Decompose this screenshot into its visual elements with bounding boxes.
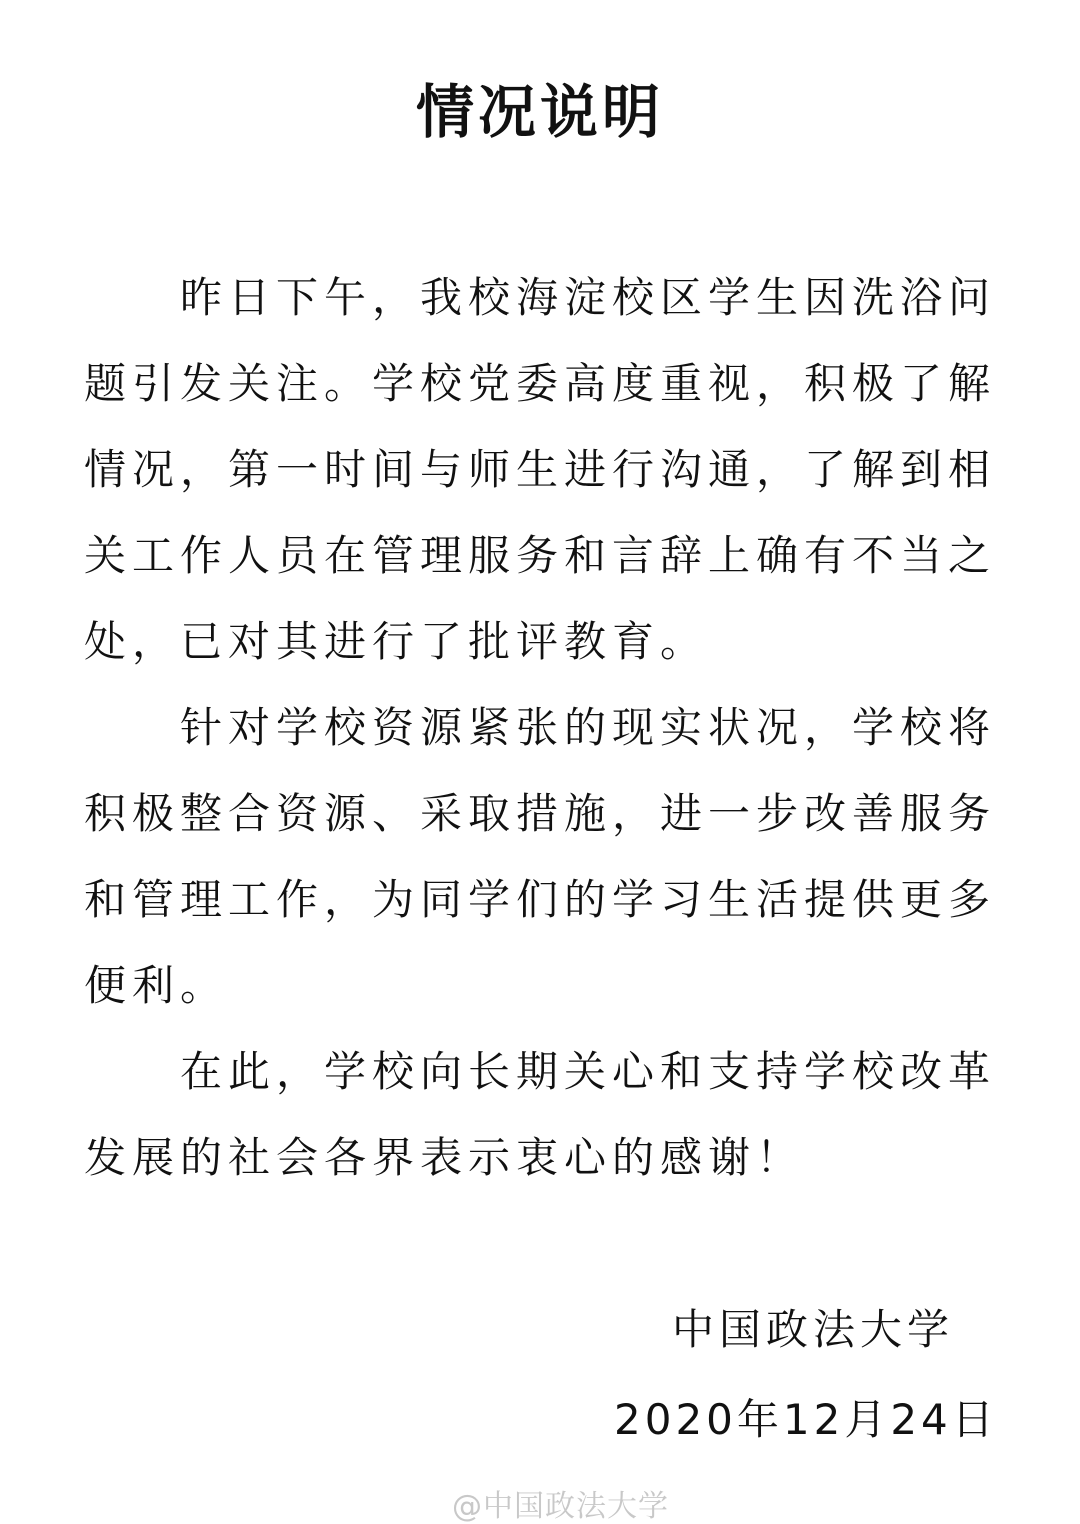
document-body xyxy=(84,255,996,1201)
paragraph-1: 昨日下午，我校海淀校区学生因洗浴问题引发关注。学校党委高度重视，积极了解情况，第一时间与师生进行沟通，了解到相关工作人员在管理服务和言辞上确有不当之处，已对其进行了批评教育。 xyxy=(84,273,997,666)
signature-organization: 中国政法大学 xyxy=(672,1305,955,1354)
watermark: @中国政法大学 xyxy=(452,1489,669,1524)
signature-date: 2020年12月24日 xyxy=(614,1395,998,1444)
document-title: 情况说明 xyxy=(415,78,664,146)
paragraph-2: 针对学校资源紧张的现实状况，学校将积极整合资源、采取措施，进一步改善服务和管理工作，为同学们的学习生活提供更多便利。 xyxy=(84,703,997,1010)
paragraph-3: 在此，学校向长期关心和支持学校改革发展的社会各界表示衷心的感谢！ xyxy=(84,1047,997,1182)
